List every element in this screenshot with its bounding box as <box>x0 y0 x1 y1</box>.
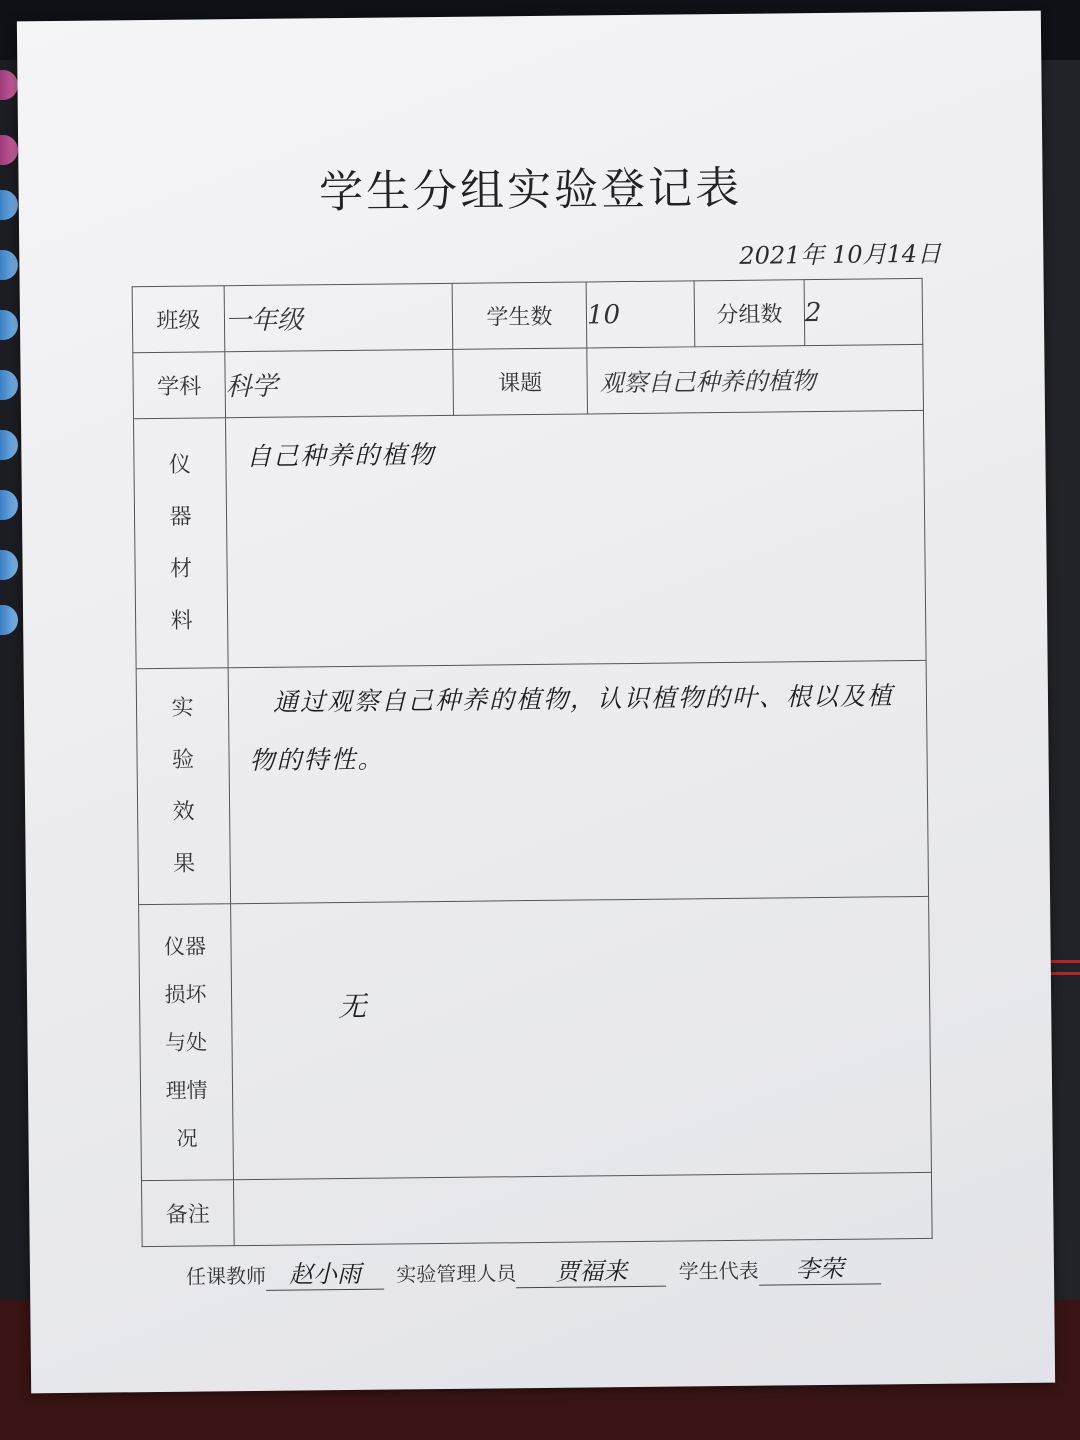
binder-ring <box>0 310 18 340</box>
class-label: 班级 <box>132 286 225 353</box>
teacher-signature: 赵小雨 <box>266 1254 384 1291</box>
binder-ring <box>0 190 18 220</box>
damage-label-line: 理情 <box>165 1077 208 1103</box>
table-row <box>133 344 924 418</box>
registration-table <box>132 278 933 1247</box>
student-rep-signature: 李荣 <box>758 1248 880 1285</box>
damage-cell <box>231 896 932 1179</box>
effect-cell <box>228 660 928 903</box>
binder-ring <box>0 490 18 520</box>
binder-ring <box>0 605 18 635</box>
table-row <box>136 660 928 904</box>
table-row <box>141 1172 932 1246</box>
materials-label <box>134 418 229 669</box>
materials-label-char: 器 <box>169 504 192 530</box>
teacher-label: 任课教师 <box>185 1263 267 1289</box>
class-value: 一年级 <box>224 283 453 351</box>
effect-label-char: 验 <box>171 747 195 773</box>
effect-label <box>136 668 230 905</box>
students-label: 学生数 <box>452 282 587 349</box>
table-row <box>134 410 927 668</box>
groups-label: 分组数 <box>694 280 805 347</box>
damage-label-line: 况 <box>176 1126 198 1151</box>
materials-value: 自己种养的植物 <box>246 440 436 472</box>
damage-label <box>139 904 234 1181</box>
materials-label-char: 仪 <box>168 452 192 478</box>
topic-value: 观察自己种养的植物 <box>587 344 924 414</box>
materials-label-char: 料 <box>170 608 193 634</box>
materials-cell <box>226 410 927 667</box>
form-date: 2021年 10月14日 <box>739 239 942 270</box>
binder-ring <box>0 70 18 100</box>
effect-label-char: 实 <box>171 695 194 721</box>
effect-label-char: 果 <box>173 851 196 877</box>
students-value: 10 <box>586 281 695 348</box>
student-rep-label: 学生代表 <box>678 1258 759 1284</box>
binder-ring <box>0 250 18 280</box>
damage-label-line: 与处 <box>164 1029 208 1055</box>
binder-ring <box>0 430 18 460</box>
damage-label-line: 损坏 <box>164 981 207 1007</box>
effect-label-char: 效 <box>172 799 195 825</box>
damage-label-line: 仪器 <box>163 933 207 959</box>
subject-label: 学科 <box>133 352 226 419</box>
materials-label-char: 材 <box>169 556 193 582</box>
manager-signature: 贾福来 <box>516 1251 666 1289</box>
page-title: 学生分组实验登记表 <box>318 162 743 219</box>
topic-label: 课题 <box>453 348 588 415</box>
table-row <box>139 896 932 1180</box>
remarks-value <box>233 1172 932 1245</box>
binder-ring <box>0 550 18 580</box>
table-row <box>132 278 923 352</box>
groups-value: 2 <box>804 278 923 345</box>
manager-label: 实验管理人员 <box>396 1261 517 1287</box>
remarks-label: 备注 <box>141 1180 234 1247</box>
binder-ring <box>0 370 18 400</box>
binder-ring <box>0 135 18 165</box>
damage-value: 无 <box>338 989 367 1024</box>
subject-value: 科学 <box>225 349 454 417</box>
signature-line <box>186 1248 916 1292</box>
effect-value: 通过观察自己种养的植物，认识植物的叶、根以及植物的特性。 <box>249 681 895 776</box>
registration-sheet <box>17 11 1055 1394</box>
